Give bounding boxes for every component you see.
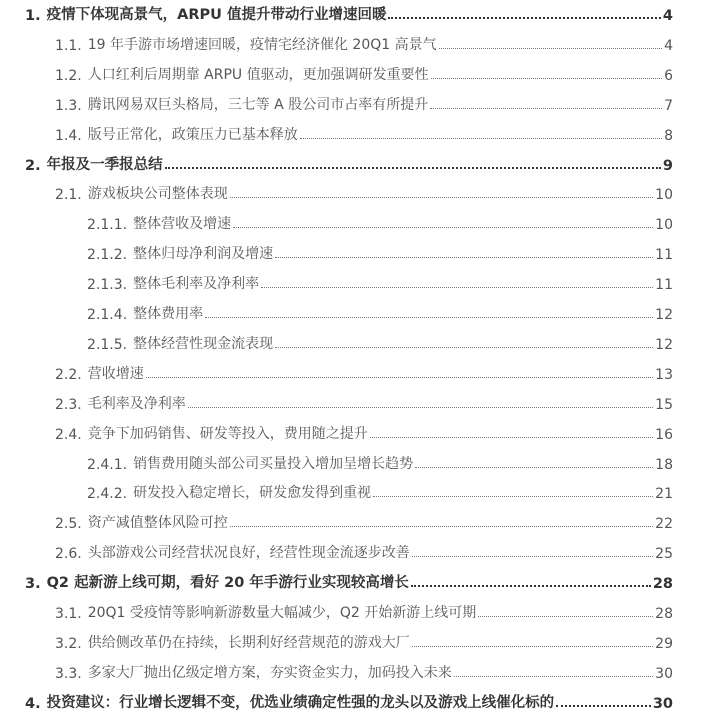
dotted-leader — [275, 346, 653, 348]
toc-entry-line — [87, 269, 673, 293]
toc-entry[interactable] — [0, 538, 703, 562]
toc-entry-title[interactable]: 研发投入稳定增长，研发愈发得到重视 — [133, 485, 372, 502]
dotted-leader — [230, 196, 653, 198]
toc-entry-number: 1.2. — [55, 67, 82, 84]
toc-entry-line — [55, 389, 673, 413]
toc-entry[interactable] — [0, 209, 703, 233]
dotted-leader — [388, 16, 660, 19]
dotted-leader — [373, 495, 653, 497]
toc-entry-page-number[interactable]: 10 — [655, 217, 673, 234]
toc-entry[interactable] — [0, 389, 703, 413]
toc-entry-title[interactable]: 供给侧改革仍在持续，长期利好经营规范的游戏大厂 — [87, 634, 410, 651]
dotted-leader — [411, 584, 651, 587]
dotted-leader — [478, 615, 653, 617]
toc-entry-page-number[interactable]: 11 — [655, 247, 673, 264]
toc-entry-page-number[interactable]: 16 — [655, 426, 673, 443]
toc-entry-title[interactable]: 20Q1 受疫情等影响新游数量大幅减少，Q2 开始新游上线可期 — [87, 605, 477, 621]
toc-entry-page-number[interactable]: 13 — [655, 366, 673, 383]
toc-entry-page-number[interactable]: 12 — [655, 307, 673, 323]
toc-entry-line — [55, 90, 673, 114]
toc-entry-line — [87, 209, 673, 233]
toc-entry-title[interactable]: 销售费用随头部公司买量投入增加呈增长趋势 — [133, 455, 414, 472]
toc-entry-line — [55, 419, 673, 443]
toc-entry-title[interactable]: 整体归母净利润及增速 — [133, 246, 274, 263]
toc-entry-title[interactable]: 人口红利后周期靠 ARPU 值驱动，更加强调研发重要性 — [87, 66, 429, 83]
toc-entry-title[interactable]: 疫情下体现高景气，ARPU 值提升带动行业增速回暖 — [46, 7, 387, 23]
dotted-leader — [370, 436, 653, 438]
toc-entry-page-number[interactable]: 28 — [655, 606, 673, 622]
toc-entry-line — [87, 449, 673, 473]
toc-entry[interactable] — [0, 239, 703, 263]
toc-entry[interactable] — [0, 90, 703, 114]
toc-entry-number: 1. — [25, 8, 41, 24]
toc-entry-page-number[interactable]: 25 — [655, 546, 673, 563]
toc-entry-line — [87, 239, 673, 263]
toc-entry-title[interactable]: 整体费用率 — [133, 306, 204, 322]
toc-entry-page-number[interactable]: 18 — [655, 456, 673, 473]
dotted-leader — [275, 256, 653, 258]
toc-entry-number: 2.1.4. — [87, 307, 128, 323]
toc-entry-title[interactable]: 整体营收及增速 — [133, 216, 232, 233]
toc-entry-title[interactable]: 头部游戏公司经营状况良好，经营性现金流逐步改善 — [87, 545, 410, 562]
toc-entry-line — [25, 150, 673, 174]
toc-entry-page-number[interactable]: 30 — [655, 665, 673, 682]
toc-entry-line — [55, 359, 673, 383]
toc-entry[interactable] — [0, 419, 703, 443]
toc-entry-line — [55, 30, 673, 54]
toc-entry-number: 2.1.1. — [87, 217, 128, 234]
toc-entry[interactable] — [0, 269, 703, 293]
toc-entry-page-number[interactable]: 7 — [664, 97, 673, 114]
dotted-leader — [439, 47, 662, 49]
toc-entry-number: 4. — [25, 695, 41, 712]
toc-entry-line — [55, 60, 673, 84]
toc-entry-line — [25, 568, 673, 592]
toc-entry[interactable] — [0, 30, 703, 54]
toc-entry-page-number[interactable]: 11 — [655, 277, 673, 294]
toc-entry-title[interactable]: 游戏板块公司整体表现 — [87, 186, 228, 203]
toc-entry-number: 1.4. — [55, 127, 82, 144]
toc-entry-number: 2.2. — [55, 366, 82, 383]
toc-entry[interactable] — [0, 0, 703, 24]
dotted-leader — [188, 406, 653, 408]
dotted-leader — [233, 226, 653, 228]
toc-entry-line — [25, 688, 673, 712]
toc-entry[interactable] — [0, 299, 703, 323]
dotted-leader — [261, 286, 653, 288]
toc-entry-number: 2.3. — [55, 396, 82, 413]
toc-entry[interactable] — [0, 568, 703, 592]
toc-entry-page-number[interactable]: 29 — [655, 635, 673, 652]
toc-entry-line — [55, 179, 673, 203]
toc-entry-number: 2.4.2. — [87, 486, 128, 503]
toc-entry-number: 2.5. — [55, 516, 82, 533]
toc-entry[interactable] — [0, 120, 703, 144]
toc-entry-title[interactable]: 整体毛利率及净利率 — [133, 276, 260, 293]
dotted-leader — [300, 137, 662, 139]
dotted-leader — [146, 376, 653, 378]
toc-entry-title[interactable]: 投资建议：行业增长逻辑不变，优选业绩确定性强的龙头以及游戏上线催化标的 — [46, 694, 555, 711]
toc-entry-title[interactable]: 营收增速 — [87, 365, 144, 382]
toc-entry-page-number[interactable]: 8 — [664, 127, 673, 144]
toc-entry-line — [55, 628, 673, 652]
dotted-leader — [431, 77, 662, 79]
toc-entry-title[interactable]: 腾讯网易双巨头格局，三七等 A 股公司市占率有所提升 — [87, 96, 429, 113]
dotted-leader — [205, 316, 653, 318]
toc-entry-number: 2.1.2. — [87, 247, 128, 264]
toc-entry-number: 2.6. — [55, 546, 82, 563]
toc-entry-title[interactable]: 毛利率及净利率 — [87, 395, 186, 412]
toc-entry-page-number[interactable]: 15 — [655, 396, 673, 413]
toc-entry-page-number[interactable]: 10 — [655, 187, 673, 204]
toc-entry-title[interactable]: 版号正常化，政策压力已基本释放 — [87, 126, 298, 143]
toc-entry-number: 3.1. — [55, 606, 82, 622]
toc-entry-page-number[interactable]: 4 — [664, 37, 673, 54]
toc-entry-page-number[interactable]: 22 — [655, 516, 673, 533]
toc-entry-line — [87, 478, 673, 502]
toc-entry-line — [55, 508, 673, 532]
toc-entry-line — [25, 0, 673, 24]
toc-entry-page-number[interactable]: 6 — [664, 67, 673, 84]
dotted-leader — [556, 704, 651, 707]
toc-entry-line — [87, 329, 673, 353]
dotted-leader — [412, 645, 653, 647]
dotted-leader — [165, 166, 661, 169]
dotted-leader — [412, 555, 653, 557]
dotted-leader — [454, 675, 653, 677]
toc-entry-number: 3.3. — [55, 665, 82, 682]
toc-entry-page-number[interactable]: 28 — [652, 576, 673, 593]
toc-entry[interactable] — [0, 449, 703, 473]
toc-entry-page-number[interactable]: 21 — [655, 486, 673, 503]
toc-entry-title[interactable]: 19 年手游市场增速回暖，疫情宅经济催化 20Q1 高景气 — [87, 36, 437, 53]
toc-entry-title[interactable]: 整体经营性现金流表现 — [133, 335, 274, 352]
toc-entry-number: 2.4.1. — [87, 456, 128, 473]
toc-entry-title[interactable]: 年报及一季报总结 — [46, 156, 163, 173]
toc-entry-number: 2.1.3. — [87, 277, 128, 294]
toc-entry-title[interactable]: 竞争下加码销售、研发等投入，费用随之提升 — [87, 425, 368, 442]
toc-entry[interactable] — [0, 179, 703, 203]
toc-entry-line — [87, 299, 673, 323]
toc-entry-line — [55, 538, 673, 562]
toc-entry-number: 2.1.5. — [87, 336, 128, 353]
toc-entry[interactable] — [0, 329, 703, 353]
toc-entry-line — [55, 598, 673, 622]
toc-entry-line — [55, 658, 673, 682]
toc-entry[interactable] — [0, 688, 703, 712]
toc-entry-page-number[interactable]: 9 — [662, 157, 673, 174]
dotted-leader — [230, 525, 653, 527]
dotted-leader — [430, 107, 662, 109]
toc-entry-number: 2. — [25, 157, 41, 174]
toc-entry-page-number[interactable]: 4 — [662, 8, 673, 24]
toc-entry-title[interactable]: 多家大厂抛出亿级定增方案，夯实资金实力，加码投入未来 — [87, 664, 452, 681]
dotted-leader — [415, 466, 653, 468]
toc-entry[interactable] — [0, 478, 703, 502]
toc-entry[interactable] — [0, 150, 703, 174]
toc-entry[interactable] — [0, 359, 703, 383]
toc-entry[interactable] — [0, 658, 703, 682]
toc-entry-page-number[interactable]: 30 — [652, 695, 673, 712]
toc-entry-number: 1.3. — [55, 97, 82, 114]
toc-entry-number: 3. — [25, 576, 41, 593]
toc-entry-line — [55, 120, 673, 144]
toc-entry[interactable] — [0, 628, 703, 652]
toc-entry-title[interactable]: 资产减值整体风险可控 — [87, 515, 228, 532]
toc-entry-page-number[interactable]: 12 — [655, 336, 673, 353]
toc-entry-number: 2.4. — [55, 426, 82, 443]
toc-entry[interactable] — [0, 508, 703, 532]
toc-entry-title[interactable]: Q2 起新游上线可期，看好 20 年手游行业实现较高增长 — [46, 575, 409, 592]
toc-entry[interactable] — [0, 598, 703, 622]
toc-entry-number: 3.2. — [55, 635, 82, 652]
toc-entry[interactable] — [0, 60, 703, 84]
toc-entry-number: 2.1. — [55, 187, 82, 204]
toc-entry-number: 1.1. — [55, 37, 82, 54]
